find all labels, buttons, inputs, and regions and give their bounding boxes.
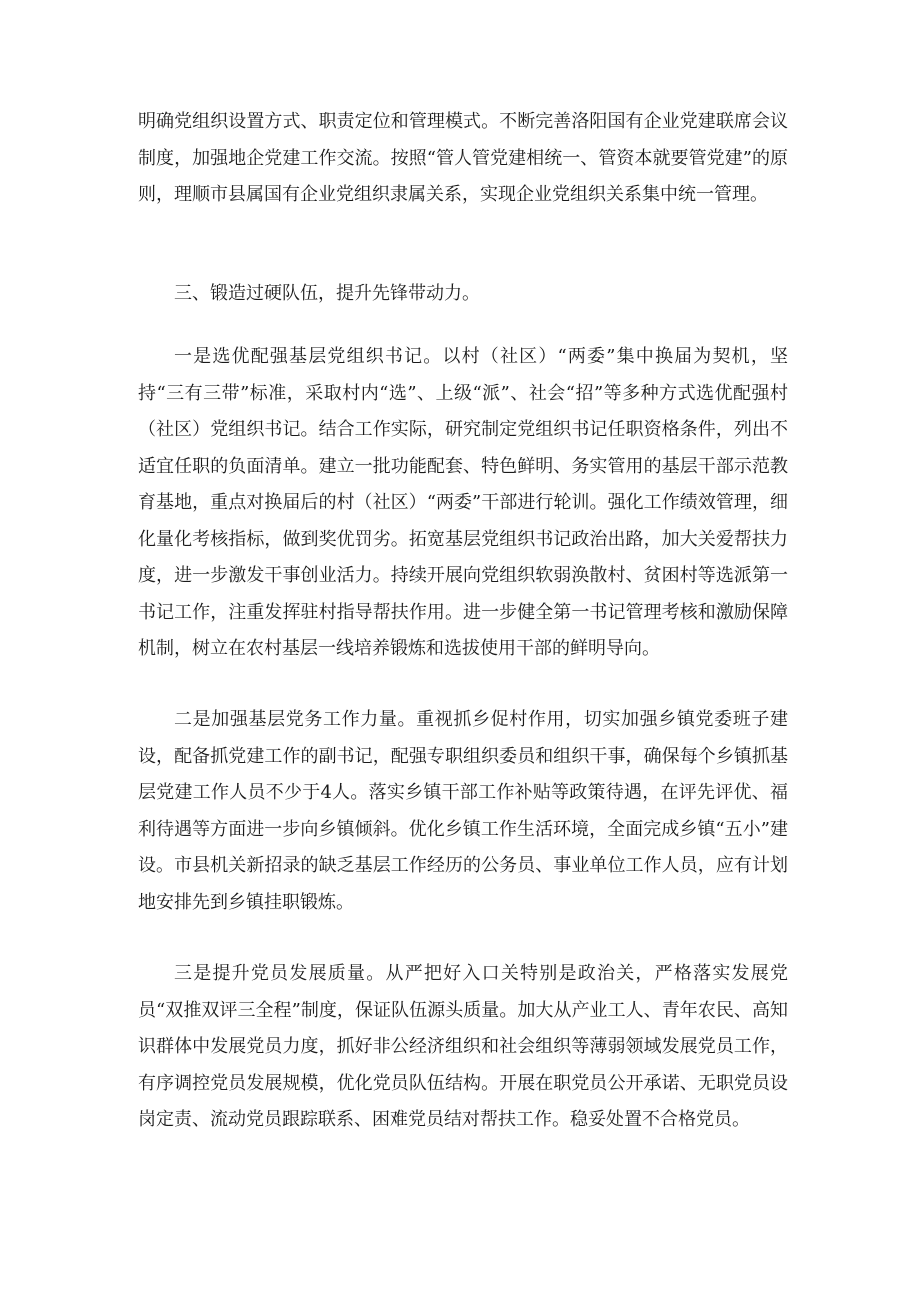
paragraph-party-work-strength: 二是加强基层党务工作力量。重视抓乡促村作用，切实加强乡镇党委班子建设，配备抓党建工作的副书记，配强专职组织委员和组织干事，确保每个乡镇抓基层党建工作人员不少于4人。落实乡镇干部工作补贴等政策待遇，在评先评优、福利待遇等方面进一步向乡镇倾斜。优化乡镇工作生活环境，全面完成乡镇“五小”建设。市县机关新招录的缺乏基层工作经历的公务员、事业单位工作人员，应有计划地安排先到乡镇挂职锻炼。: [138, 709, 788, 913]
paragraph-continuation: 明确党组织设置方式、职责定位和管理模式。不断完善洛阳国有企业党建联席会议制度，加强地企党建工作交流。按照“管人管党建相统一、管资本就要管党建”的原则，理顺市县属国有企业党组织隶属关系，实现企业党组织关系集中统一管理。: [138, 111, 788, 205]
paragraph-select-secretaries: 一是选优配强基层党组织书记。以村（社区）“两委”集中换届为契机，坚持“三有三带”标准，采取村内“选”、上级“派”、社会“招”等多种方式选优配强村（社区）党组织书记。结合工作实际，研究制定党组织书记任职资格条件，列出不适宜任职的负面清单。建立一批功能配套、特色鲜明、务实管用的基层干部示范教育基地，重点对换届后的村（社区）“两委”干部进行轮训。强化工作绩效管理，细化量化考核指标，做到奖优罚劣。拓宽基层党组织书记政治出路，加大关爱帮扶力度，进一步激发干事创业活力。持续开展向党组织软弱涣散村、贫困村等选派第一书记工作，注重发挥驻村指导帮扶作用。进一步健全第一书记管理考核和激励保障机制，树立在农村基层一线培养锻炼和选拔使用干部的鲜明导向。: [138, 346, 788, 659]
paragraph-member-development: 三是提升党员发展质量。从严把好入口关特别是政治关，严格落实发展党员“双推双评三全程”制度，保证队伍源头质量。加大从产业工人、青年农民、高知识群体中发展党员力度，抓好非公经济组织和社会组织等薄弱领域发展党员工作，有序调控党员发展规模，优化党员队伍结构。开展在职党员公开承诺、无职党员设岗定责、流动党员跟踪联系、困难党员结对帮扶工作。稳妥处置不合格党员。: [138, 963, 788, 1130]
section-heading-three: 三、锻造过硬队伍，提升先锋带动力。: [174, 283, 480, 304]
